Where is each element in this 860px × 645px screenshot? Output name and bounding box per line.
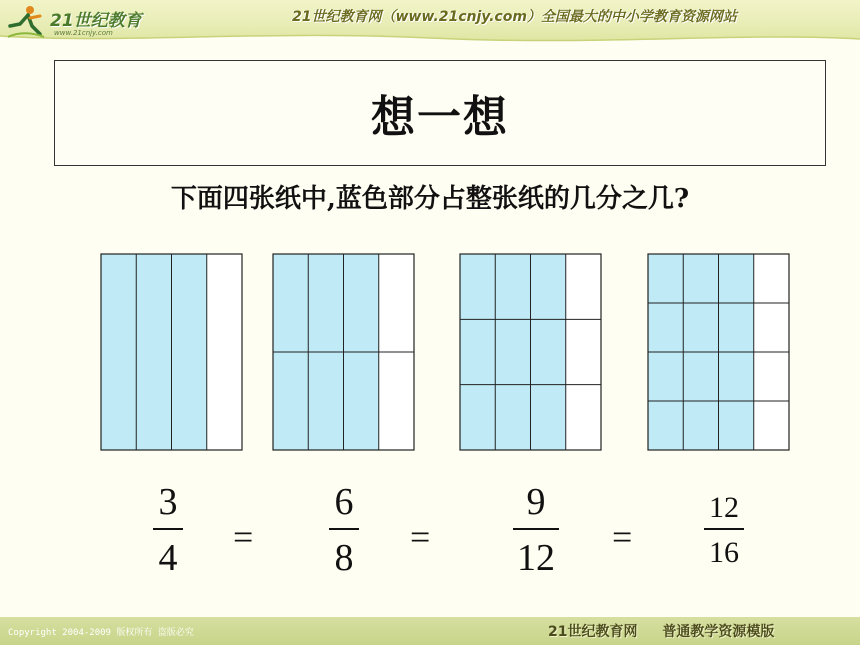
paper-3	[460, 254, 601, 450]
fraction-2	[322, 480, 366, 578]
question-text: 下面四张纸中,蓝色部分占整张纸的几分之几?	[170, 184, 690, 214]
logo-url: www.21cnjy.com	[54, 29, 113, 37]
fraction-4	[700, 490, 748, 570]
shaded-region	[101, 254, 207, 450]
equals-sign-1: =	[233, 517, 254, 557]
fraction-numerator: 9	[526, 481, 546, 523]
paper-1	[101, 254, 242, 450]
footer-band	[0, 617, 860, 645]
fraction-bar	[153, 528, 183, 530]
fraction-bar	[513, 528, 559, 530]
fraction-1	[148, 480, 188, 578]
page-title: 想一想	[371, 92, 509, 143]
unshaded-region	[207, 254, 242, 450]
site-slogan: 21世纪教育网（www.21cnjy.com）全国最大的中小学教育资源网站	[292, 9, 737, 25]
paper-4	[648, 254, 789, 450]
footer-site-name: 21世纪教育网	[548, 624, 638, 640]
fraction-denominator: 16	[709, 536, 739, 569]
footer-template-name: 普通教学资源模版	[662, 624, 775, 640]
footer-brand	[548, 621, 794, 641]
fraction-denominator: 12	[517, 537, 555, 579]
shaded-region	[460, 254, 566, 450]
fraction-bar	[329, 528, 359, 530]
copyright-text: Copyright 2004-2009 版权所有 盗版必究	[8, 628, 194, 638]
fraction-numerator: 3	[158, 481, 178, 523]
equals-sign-3: =	[612, 517, 633, 557]
fraction-numerator: 12	[709, 491, 739, 524]
fraction-numerator: 6	[334, 481, 354, 523]
fraction-bar	[704, 528, 744, 530]
paper-2	[273, 254, 414, 450]
fraction-3	[507, 480, 565, 578]
fraction-denominator: 4	[158, 537, 178, 579]
equals-sign-2: =	[410, 517, 431, 557]
fraction-denominator: 8	[334, 537, 354, 579]
logo-text: 21世纪教育	[50, 11, 142, 31]
unshaded-region	[566, 254, 601, 450]
